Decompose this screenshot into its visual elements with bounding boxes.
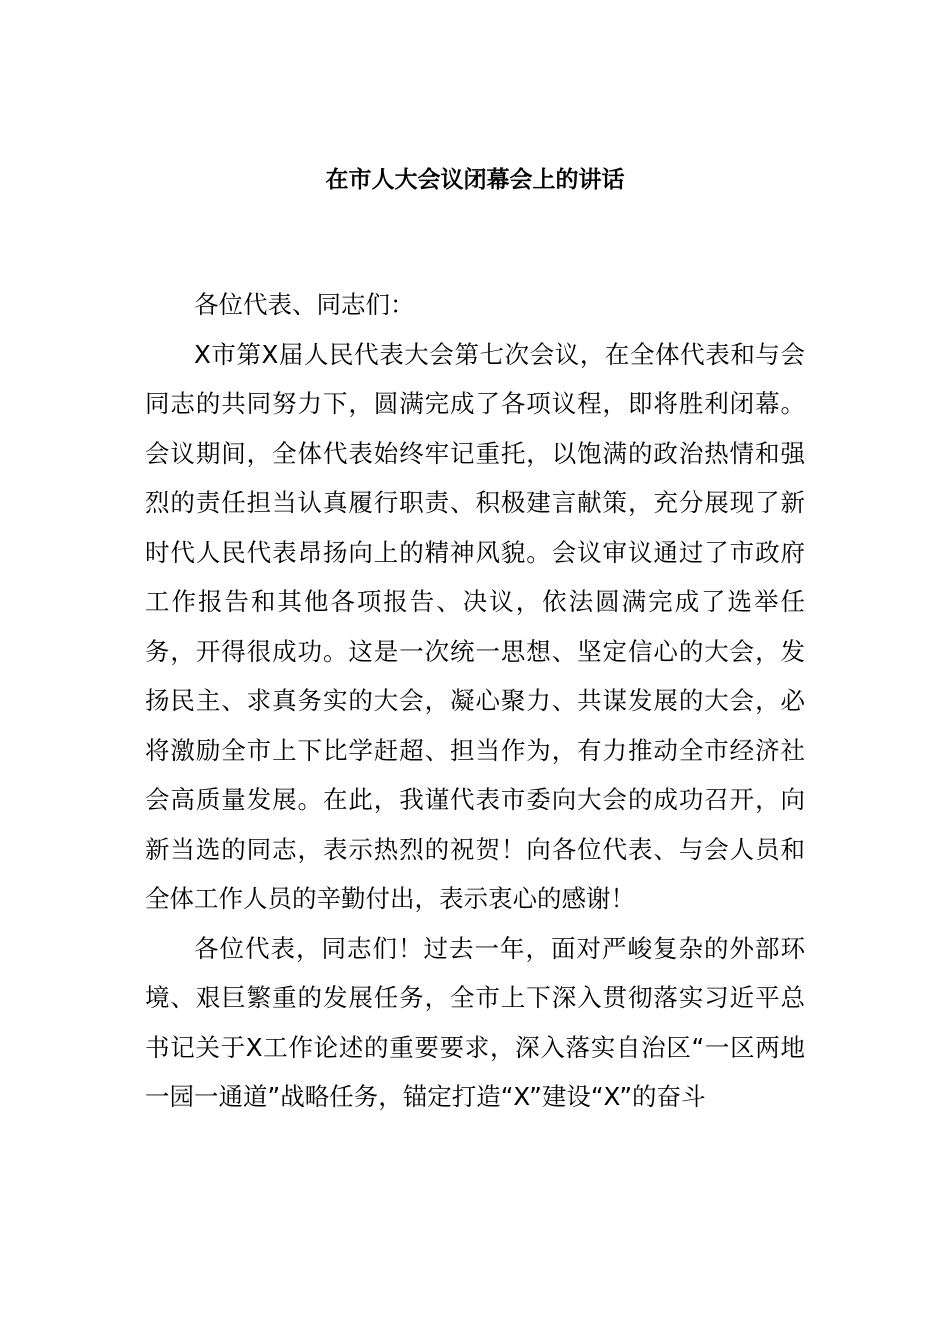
body-paragraph-2: 各位代表，同志们！过去一年，面对严峻复杂的外部环境、艰巨繁重的发展任务，全市上下深入贯彻落实习近平总书记关于X工作论述的重要要求，深入落实自治区“一区两地一园一通道”战略任务，锚定打造“X”建设“X”的奋斗 <box>145 933 805 1111</box>
document-body <box>145 280 805 1122</box>
salutation-paragraph: 各位代表、同志们： <box>194 290 415 319</box>
body-paragraph-1: X市第X届人民代表大会第七次会议，在全体代表和与会同志的共同努力下，圆满完成了各项议程，即将胜利闭幕。会议期间，全体代表始终牢记重托，以饱满的政治热情和强烈的责任担当认真履行职责、积极建言献策，充分展现了新时代人民代表昂扬向上的精神风貌。会议审议通过了市政府工作报告和其他各项报告、决议，依法圆满完成了选举任务，开得很成功。这是一次统一思想、坚定信心的大会，发扬民主、求真务实的大会，凝心聚力、共谋发展的大会，必将激励全市上下比学赶超、担当作为，有力推动全市经济社会高质量发展。在此，我谨代表市委向大会的成功召开，向新当选的同志，表示热烈的祝贺！向各位代表、与会人员和全体工作人员的辛勤付出，表示衷心的感谢！ <box>145 339 805 913</box>
document-title: 在市人大会议闭幕会上的讲话 <box>325 167 625 193</box>
